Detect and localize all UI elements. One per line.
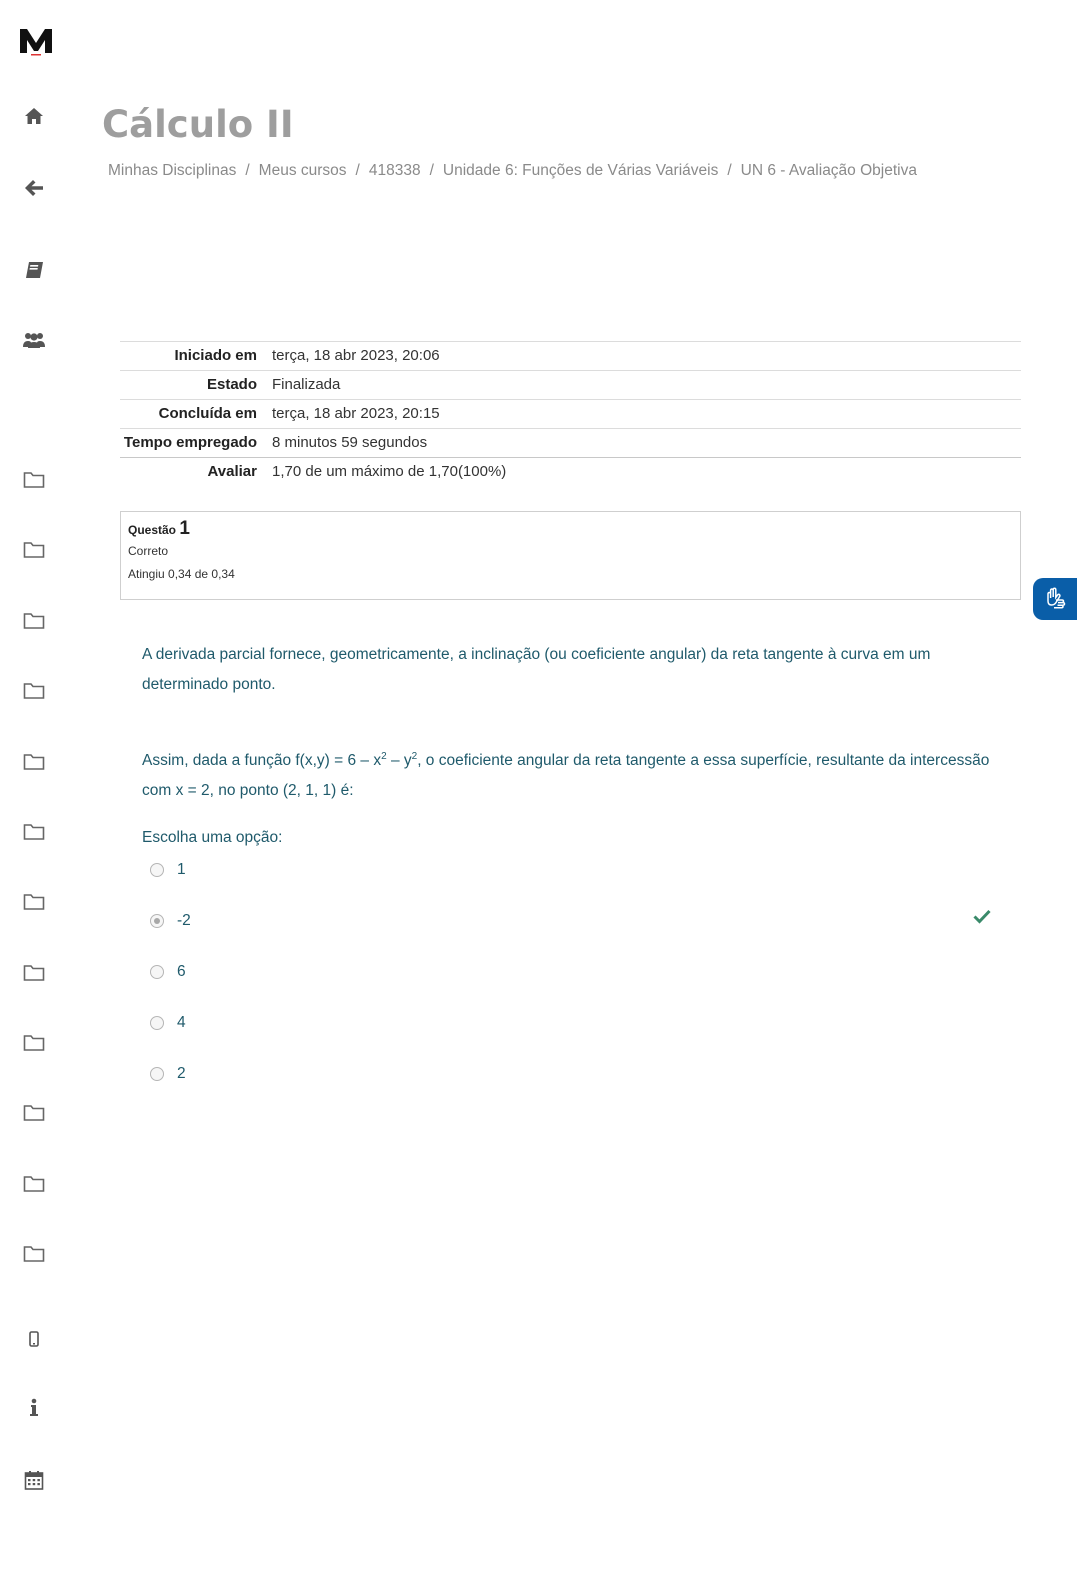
mobile-icon[interactable]	[20, 1327, 48, 1351]
info-icon[interactable]	[20, 1396, 48, 1420]
summary-row-completed	[120, 400, 1021, 429]
folder-icon[interactable]	[20, 538, 48, 562]
correct-check-icon	[973, 908, 991, 924]
summary-value: terça, 18 abr 2023, 20:15	[272, 405, 440, 422]
summary-label: Iniciado em	[174, 347, 257, 364]
sign-language-accessibility-button[interactable]	[1033, 578, 1077, 620]
breadcrumb-separator: /	[245, 162, 250, 179]
breadcrumb-separator: /	[727, 162, 732, 179]
question-text-intro: A derivada parcial fornece, geometricamente, a inclinação (ou coeficiente angular) da reta tangente à curva em um determinado ponto.	[142, 646, 931, 693]
question-text-part: – y	[386, 752, 412, 769]
summary-label: Tempo empregado	[123, 434, 257, 451]
back-arrow-icon[interactable]	[20, 176, 48, 200]
summary-row-state	[120, 371, 1021, 400]
folder-icon[interactable]	[20, 1242, 48, 1266]
attempt-summary-table	[120, 341, 1021, 486]
summary-label: Estado	[206, 376, 257, 393]
summary-row-grade	[120, 458, 1021, 487]
question-info-box	[120, 511, 1021, 600]
breadcrumb-item[interactable]: Meus cursos	[258, 162, 347, 179]
page-title: Cálculo II	[102, 103, 294, 146]
summary-value: terça, 18 abr 2023, 20:06	[272, 347, 440, 364]
folder-icon[interactable]	[20, 1031, 48, 1055]
question-number-value: 1	[179, 518, 190, 539]
folder-icon[interactable]	[20, 679, 48, 703]
summary-row-started	[120, 342, 1021, 371]
superscript: 2	[411, 750, 418, 762]
answer-option-label: 4	[177, 1014, 186, 1031]
summary-value: 1,70 de um máximo de 1,70(100%)	[272, 463, 507, 480]
breadcrumb-separator: /	[355, 162, 360, 179]
radio-button[interactable]	[150, 863, 164, 877]
radio-button[interactable]	[150, 965, 164, 979]
breadcrumb-separator: /	[429, 162, 434, 179]
summary-label: Avaliar	[207, 463, 257, 480]
answer-option[interactable]	[150, 1011, 186, 1035]
answer-option-selected[interactable]	[150, 909, 191, 933]
answer-option[interactable]	[150, 858, 186, 882]
breadcrumb-item[interactable]: Unidade 6: Funções de Várias Variáveis	[442, 162, 719, 179]
answer-option-label: 2	[177, 1065, 186, 1082]
question-grade: Atingiu 0,34 de 0,34	[128, 567, 235, 581]
folder-icon[interactable]	[20, 1101, 48, 1125]
folder-icon[interactable]	[20, 609, 48, 633]
folder-icon[interactable]	[20, 961, 48, 985]
sidebar	[0, 0, 68, 1571]
superscript: 2	[381, 750, 387, 762]
radio-button-checked[interactable]	[150, 914, 164, 928]
folder-icon[interactable]	[20, 890, 48, 914]
home-icon[interactable]	[20, 104, 48, 128]
answer-prompt: Escolha uma opção:	[142, 829, 283, 846]
summary-value: Finalizada	[272, 376, 341, 393]
breadcrumb	[108, 162, 917, 180]
breadcrumb-item[interactable]: Minhas Disciplinas	[108, 162, 237, 179]
breadcrumb-item[interactable]: UN 6 - Avaliação Objetiva	[740, 162, 917, 179]
sign-language-icon	[1042, 586, 1068, 612]
answer-option[interactable]	[150, 960, 186, 984]
answer-option[interactable]	[150, 1062, 186, 1086]
folder-icon[interactable]	[20, 820, 48, 844]
users-icon[interactable]	[20, 328, 48, 352]
answer-option-label: 6	[177, 963, 186, 980]
radio-button[interactable]	[150, 1067, 164, 1081]
question-label: Questão	[128, 523, 177, 537]
question-text-formula	[142, 746, 1012, 806]
question-text-part: , o coeficiente angular da reta tangente a essa superfície, resultante da intercessão com x = 2, no ponto (2, 1, 1) é:	[142, 752, 990, 799]
summary-value: 8 minutos 59 segundos	[272, 434, 428, 451]
site-logo[interactable]	[19, 26, 53, 56]
folder-icon[interactable]	[20, 750, 48, 774]
answer-option-label: -2	[177, 912, 191, 929]
folder-icon[interactable]	[20, 1172, 48, 1196]
summary-label: Concluída em	[158, 405, 257, 422]
calendar-icon[interactable]	[20, 1468, 48, 1492]
question-number	[128, 518, 1013, 540]
question-text-part: Assim, dada a função f(x,y) = 6 – x	[142, 752, 382, 769]
folder-icon[interactable]	[20, 468, 48, 492]
summary-row-time	[120, 429, 1021, 458]
answer-option-label: 1	[177, 861, 186, 878]
breadcrumb-item[interactable]: 418338	[368, 162, 421, 179]
book-icon[interactable]	[20, 258, 48, 282]
question-state: Correto	[128, 544, 169, 558]
radio-button[interactable]	[150, 1016, 164, 1030]
